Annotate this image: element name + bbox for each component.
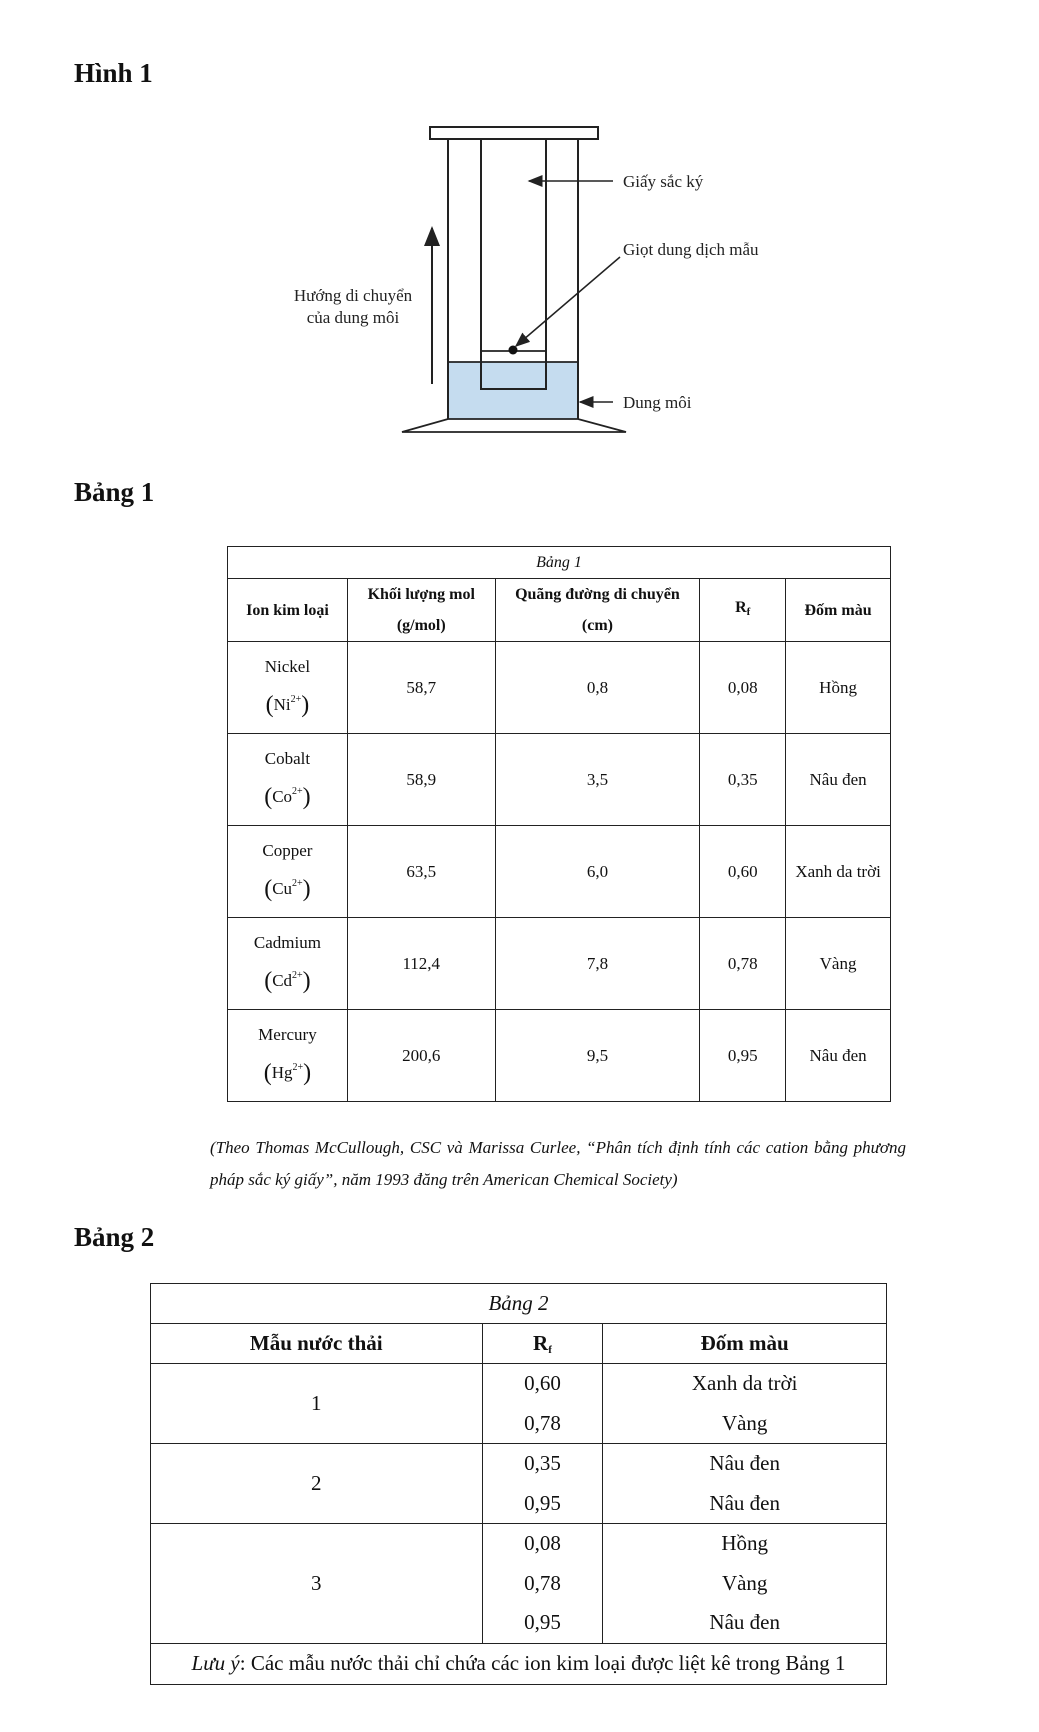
col-distance (495, 579, 700, 642)
chamber-base (402, 419, 626, 432)
rf-value: 0,60 (524, 1371, 561, 1395)
solvent-fill (448, 362, 578, 419)
spot-color-value: Vàng (721, 1570, 768, 1595)
molar-mass-cell: 58,7 (347, 642, 495, 734)
table2-heading: Bảng 2 (74, 1222, 155, 1252)
table-row (151, 1524, 887, 1644)
citation: (Theo Thomas McCullough, CSC và Marissa Curlee, “Phân tích định tính các cation bằng phương pháp sắc ký giấy”, năm 1993 đăng trên American Chemical Society) (210, 1138, 906, 1189)
note-label: Lưu ý (191, 1651, 240, 1675)
col-spot-color: Đốm màu (603, 1324, 887, 1364)
sample-id-cell: 2 (151, 1444, 483, 1524)
sample-drop-label: Giọt dung dịch mẫu (623, 240, 759, 259)
table1-caption: Bảng 1 (228, 547, 891, 579)
distance-cell: 3,5 (495, 734, 700, 826)
rf-symbol: R (533, 1331, 549, 1355)
ion-cell (228, 826, 348, 918)
direction-label-line2: của dung môi (306, 308, 400, 327)
rf-cell: 0,78 (700, 918, 786, 1010)
ion-formula: $(Ni^{2+})$ (265, 692, 310, 718)
molar-mass-cell: 112,4 (347, 918, 495, 1010)
table2-note (151, 1643, 887, 1684)
ion-cell (228, 642, 348, 734)
table-row (228, 1010, 891, 1102)
col-molar-mass-line2: (g/mol) (396, 617, 446, 634)
rf-cell: 0,08 (700, 642, 786, 734)
ion-name: Nickel (264, 657, 311, 676)
rf-value: 0,95 (524, 1490, 561, 1515)
figure-heading: Hình 1 (74, 58, 153, 88)
ion-name: Mercury (258, 1025, 317, 1044)
paper-label: Giấy sắc ký (623, 172, 704, 191)
spot-color-value: Nâu đen (709, 1451, 780, 1475)
spot-color-value: Nâu đen (709, 1610, 780, 1634)
rf-value: 0,78 (524, 1570, 561, 1595)
distance-cell: 9,5 (495, 1010, 700, 1102)
col-distance-line1: Quãng đường di chuyển (515, 586, 680, 603)
chamber-cap (430, 127, 598, 139)
sample-id-cell: 1 (151, 1364, 483, 1444)
table-row (228, 826, 891, 918)
table2-caption: Bảng 2 (151, 1284, 887, 1324)
note-text: : Các mẫu nước thải chỉ chứa các ion kim loại được liệt kê trong Bảng 1 (239, 1651, 846, 1675)
col-molar-mass (347, 579, 495, 642)
spot-color-cell: Nâu đen (786, 734, 891, 826)
rf-value: 0,08 (524, 1531, 561, 1555)
table-1 (227, 546, 891, 1102)
rf-subscript: f (548, 1344, 552, 1356)
col-rf (482, 1324, 603, 1364)
table-row (228, 734, 891, 826)
rf-cell: 0,60 (700, 826, 786, 918)
direction-label-line1: Hướng di chuyển (293, 286, 413, 305)
ion-formula: $(Cu^{2+})$ (264, 876, 311, 902)
table-row (151, 1444, 887, 1524)
sample-drop (509, 346, 518, 355)
col-molar-mass-line1: Khối lượng mol (367, 586, 475, 603)
table1-heading: Bảng 1 (74, 477, 155, 507)
distance-cell: 7,8 (495, 918, 700, 1010)
col-spot-color: Đốm màu (786, 579, 891, 642)
rf-subscript: f (746, 606, 751, 618)
rf-cell (482, 1524, 603, 1644)
ion-name: Cadmium (253, 933, 321, 952)
spot-color-cell (603, 1444, 887, 1524)
table-row (151, 1364, 887, 1444)
rf-cell: 0,95 (700, 1010, 786, 1102)
spot-color-value: Hồng (721, 1531, 769, 1555)
ion-cell (228, 918, 348, 1010)
rf-symbol: R (735, 599, 747, 616)
table-2 (150, 1283, 887, 1685)
rf-cell: 0,35 (700, 734, 786, 826)
ion-formula: $(Cd^{2+})$ (264, 968, 311, 994)
ion-cell (228, 734, 348, 826)
ion-formula: $(Hg^{2+})$ (263, 1060, 312, 1086)
molar-mass-cell: 200,6 (347, 1010, 495, 1102)
spot-color-value: Xanh da trời (691, 1371, 798, 1395)
spot-color-value: Vàng (721, 1410, 768, 1435)
table-row (228, 918, 891, 1010)
ion-name: Cobalt (264, 749, 311, 768)
rf-value: 0,35 (524, 1451, 561, 1475)
ion-formula: $(Co^{2+})$ (264, 784, 311, 810)
col-distance-line2: (cm) (581, 617, 613, 634)
distance-cell: 0,8 (495, 642, 700, 734)
distance-cell: 6,0 (495, 826, 700, 918)
rf-value: 0,78 (524, 1410, 561, 1435)
molar-mass-cell: 63,5 (347, 826, 495, 918)
spot-color-value: Nâu đen (709, 1490, 780, 1515)
rf-cell (482, 1364, 603, 1444)
solvent-label: Dung môi (623, 393, 692, 412)
table-row (228, 642, 891, 734)
chromatography-diagram (0, 0, 1039, 440)
spot-color-cell: Xanh da trời (786, 826, 891, 918)
spot-color-cell: Nâu đen (786, 1010, 891, 1102)
rf-cell (482, 1444, 603, 1524)
col-rf (700, 579, 786, 642)
col-ion: Ion kim loại (228, 579, 348, 642)
molar-mass-cell: 58,9 (347, 734, 495, 826)
spot-color-cell: Vàng (786, 918, 891, 1010)
spot-color-cell (603, 1364, 887, 1444)
rf-value: 0,95 (524, 1610, 561, 1634)
spot-color-cell: Hồng (786, 642, 891, 734)
ion-cell (228, 1010, 348, 1102)
sample-id-cell: 3 (151, 1524, 483, 1644)
spot-color-cell (603, 1524, 887, 1644)
ion-name: Copper (262, 841, 313, 860)
col-sample: Mẫu nước thải (151, 1324, 483, 1364)
